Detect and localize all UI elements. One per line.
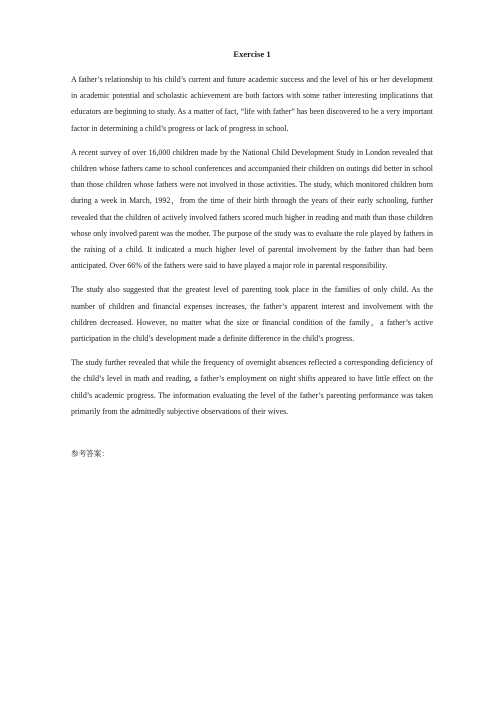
paragraph-3: The study also suggested that the greatest level of parenting took place in the families of only child. As the number of children and financial expenses increases, the father’s apparent interest and involvement with the children decreased. However, no matter what the size or financial condition of the family，a father’s active participation in the child’s development made a definite difference in the child’s progress. <box>71 285 433 344</box>
paragraph-4: The study further revealed that while the frequency of overnight absences reflected a corresponding deficiency of the child’s level in math and reading, a father’s employment on night shifts appeared to have little effect on the child’s academic progress. The information evaluating the level of the father’s parenting performance was taken primarily from the admittedly subjective observations of their wives. <box>71 358 433 416</box>
document-page <box>71 47 433 462</box>
paragraph-1: A father’s relationship to his child’s current and future academic success and the level of his or her development in academic potential and scholastic achievement are both factors with some rather interesting implications that educators are beginning to study. As a matter of fact, “life with father” has been discovered to be a very important factor in determining a child’s progress or lack of progress in school. <box>71 75 433 133</box>
paragraph-2: A recent survey of over 16,000 children made by the National Child Development Study in London revealed that children whose fathers came to school conferences and accompanied their children on outings did better in school than those children whose fathers were not involved in those activities. The study, which monitored children born during a week in March, 1992，from the time of their birth through the years of their early schooling, further revealed that the children of actively involved fathers scored much higher in reading and math than those children whose only involved parent was the mother. The purpose of the study was to evaluate the role played by fathers in the raising of a child. It indicated a much higher level of parental involvement by the father than had been anticipated. Over 66% of the fathers were said to have played a major role in parental responsibility. <box>71 147 433 271</box>
answer-label: 参考答案： <box>71 449 109 459</box>
page-title: Exercise 1 <box>233 49 271 59</box>
